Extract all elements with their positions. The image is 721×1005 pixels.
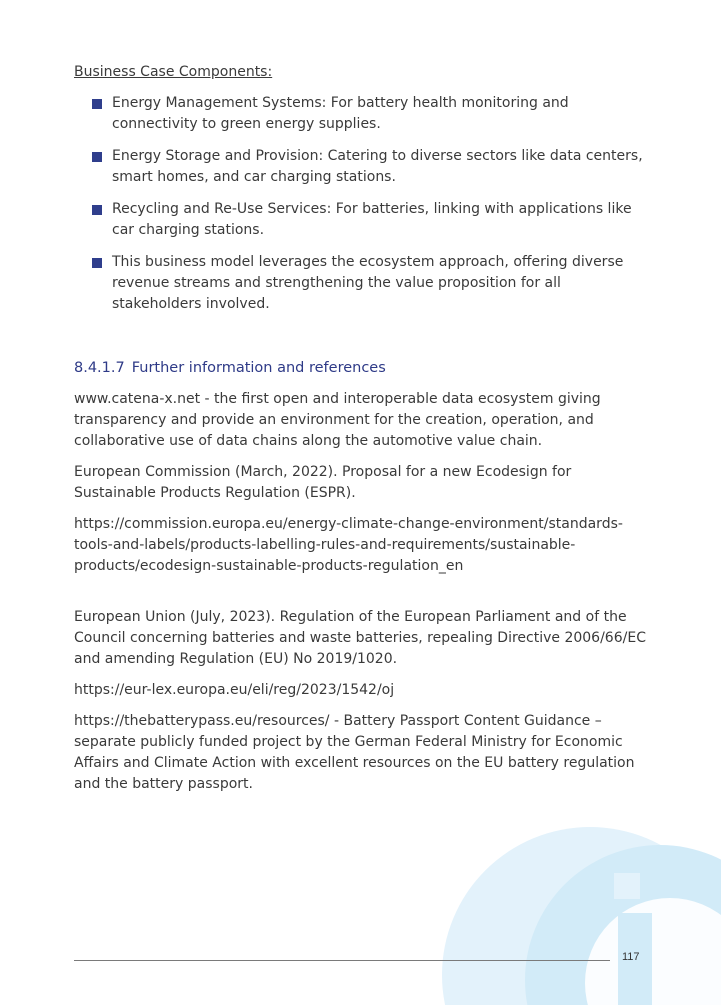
- reference-catena-x: www.catena-x.net - the first open and interoperable data ecosystem giving transparency and provide an environment for the creation, operation, and collaborative use of data chains along the automotive value chain.: [74, 391, 601, 449]
- reference-battery-pass: https://thebatterypass.eu/resources/ - Battery Passport Content Guidance – separate publicly funded project by the German Federal Ministry for Economic Affairs and Climate Action with excellent resources on the EU battery regulation and the battery passport.: [74, 713, 635, 792]
- list-item: [74, 199, 654, 241]
- list-item-text: Recycling and Re-Use Services: For batteries, linking with applications like car charging stations.: [112, 201, 632, 238]
- reference-battery-regulation: European Union (July, 2023). Regulation of the European Parliament and of the Council concerning batteries and waste batteries, repealing Directive 2006/66/EC and amending Regulation (EU) No 2019/1020.: [74, 609, 646, 667]
- page-number: 117: [622, 951, 640, 963]
- list-item: [74, 252, 654, 315]
- square-bullet-icon: [92, 152, 102, 162]
- list-item-text: Energy Management Systems: For battery health monitoring and connectivity to green energy supplies.: [112, 95, 569, 132]
- business-case-heading: Business Case Components:: [74, 64, 273, 80]
- page-content: [74, 62, 654, 805]
- list-item: [74, 146, 654, 188]
- reference-espr-proposal: European Commission (March, 2022). Proposal for a new Ecodesign for Sustainable Products Regulation (ESPR).: [74, 464, 572, 501]
- square-bullet-icon: [92, 205, 102, 215]
- square-bullet-icon: [92, 258, 102, 268]
- list-item-text: This business model leverages the ecosystem approach, offering diverse revenue streams and strengthening the value proposition for all stakeholders involved.: [112, 254, 624, 312]
- footer-divider: [74, 960, 610, 961]
- reference-espr-link[interactable]: https://commission.europa.eu/energy-climate-change-environment/standards-tools-and-labels/products-labelling-rules-and-requirements/sustainable-products/ecodesign-sustainable-products-regulation_en: [74, 516, 623, 574]
- list-item: [74, 93, 654, 135]
- business-case-list: [74, 93, 654, 315]
- square-bullet-icon: [92, 99, 102, 109]
- section-number: 8.4.1.7: [74, 360, 125, 376]
- section-title: Further information and references: [131, 360, 386, 376]
- list-item-text: Energy Storage and Provision: Catering to diverse sectors like data centers, smart homes, and car charging stations.: [112, 148, 643, 185]
- logo-watermark-icon: [440, 805, 721, 1005]
- section-heading: [74, 358, 654, 379]
- reference-eur-lex-link[interactable]: https://eur-lex.europa.eu/eli/reg/2023/1542/oj: [74, 682, 395, 698]
